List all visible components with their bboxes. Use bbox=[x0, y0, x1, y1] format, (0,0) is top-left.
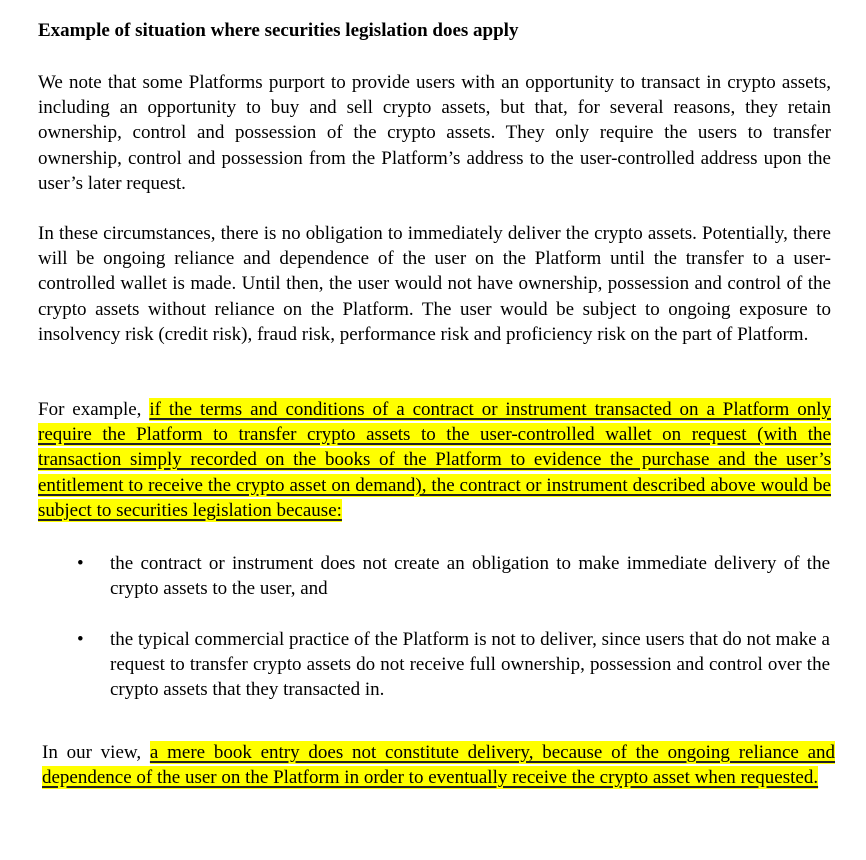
bullet-marker: • bbox=[77, 629, 84, 650]
paragraph-example bbox=[38, 397, 831, 523]
bullet-text: the contract or instrument does not create an obligation to make immediate delivery of the crypto assets to the user, and bbox=[110, 553, 830, 600]
highlighted-passage-terms: if the terms and conditions of a contract or instrument transacted on a Platform only require the Platform to transfer crypto assets to the user-controlled wallet on request (with the transaction simply recorded on the books of the Platform to evidence the purchase and the user’s entitlement to receive the crypto asset on demand), the contract or instrument described above would be subject to securities legislation because: bbox=[38, 399, 831, 521]
bullet-text: the typical commercial practice of the Platform is not to deliver, since users that do not make a request to transfer crypto assets do not receive full ownership, possession and control over the crypto assets that they transacted in. bbox=[110, 629, 830, 701]
highlighted-passage-book-entry: a mere book entry does not constitute delivery, because of the ongoing reliance and dependence of the user on the Platform in order to eventually receive the crypto asset when requested. bbox=[42, 742, 836, 789]
paragraph-platform-ownership: We note that some Platforms purport to provide users with an opportunity to transact in crypto assets, including an opportunity to buy and sell crypto assets, but that, for several reasons, they retain ownership, control and possession of the crypto assets. They only require the users to transfer ownership, control and possession from the Platform’s address to the user-controlled address upon the user’s later request. bbox=[38, 72, 831, 194]
section-heading: Example of situation where securities legislation does apply bbox=[38, 20, 519, 41]
paragraph-example-intro: For example, bbox=[38, 399, 150, 420]
bullet-marker: • bbox=[77, 553, 84, 574]
paragraph-circumstances: In these circumstances, there is no obligation to immediately deliver the crypto assets. Potentially, there will be ongoing reliance and dependence of the user on the Platform until the transfer to a user-controlled wallet is made. Until then, the user would not have ownership, possession and control of the crypto assets without reliance on the Platform. The user would be subject to ongoing exposure to insolvency risk (credit risk), fraud risk, performance risk and proficiency risk on the part of Platform. bbox=[38, 223, 831, 345]
paragraph-our-view bbox=[42, 740, 835, 790]
paragraph-our-view-intro: In our view, bbox=[42, 742, 150, 763]
